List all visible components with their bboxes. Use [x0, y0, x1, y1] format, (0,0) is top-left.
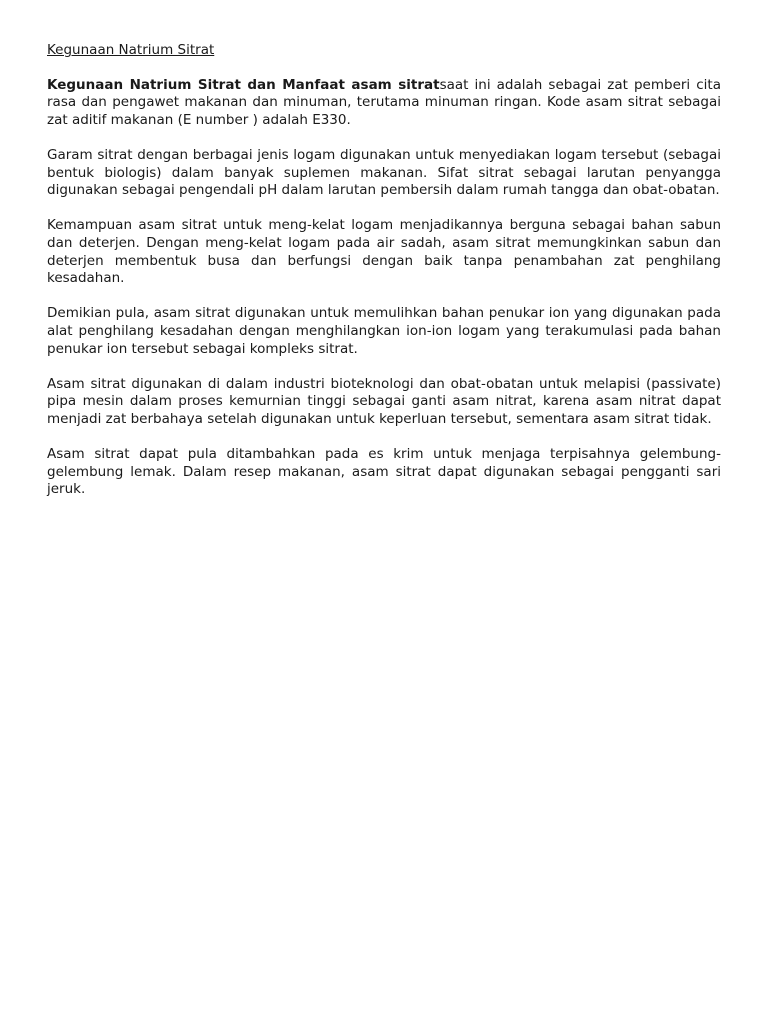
paragraph-kemampuan: Kemampuan asam sitrat untuk meng-kelat logam menjadikannya berguna sebagai bahan sabun dan deterjen. Dengan meng-kelat logam pada air sadah, asam sitrat memungkinkan sabun dan deterjen membentuk busa dan berfungsi dengan baik tanpa penambahan zat penghilang kesadahan. [47, 217, 721, 287]
intro-paragraph [47, 77, 721, 130]
intro-text: saat ini adalah sebagai zat pemberi cita rasa dan pengawet makanan dan minuman, terutama minuman ringan. Kode asam sitrat sebagai zat aditif makanan (E number ) adalah E330. [47, 76, 721, 128]
paragraph-demikian-pula: Demikian pula, asam sitrat digunakan untuk memulihkan bahan penukar ion yang digunakan pada alat penghilang kesadahan dengan menghilangkan ion-ion logam yang terakumulasi pada bahan penukar ion tersebut sebagai kompleks sitrat. [47, 305, 721, 357]
paragraph-es-krim: Asam sitrat dapat pula ditambahkan pada es krim untuk menjaga terpisahnya gelembung-gelembung lemak. Dalam resep makanan, asam sitrat dapat digunakan sebagai pengganti sari jeruk. [47, 446, 721, 498]
paragraph-industri-bioteknologi: Asam sitrat digunakan di dalam industri bioteknologi dan obat-obatan untuk melapisi (passivate) pipa mesin dalam proses kemurnian tinggi sebagai ganti asam nitrat, karena asam nitrat dapat menjadi zat berbahaya setelah digunakan untuk keperluan tersebut, sementara asam sitrat tidak. [47, 375, 721, 427]
paragraph-garam-sitrat: Garam sitrat dengan berbagai jenis logam digunakan untuk menyediakan logam tersebut (sebagai bentuk biologis) dalam banyak suplemen makanan. Sifat sitrat sebagai larutan penyangga digunakan sebagai pengendali pH dalam larutan pembersih dalam rumah tangga dan obat-obatan. [47, 146, 721, 199]
document-title: Kegunaan Natrium Sitrat [47, 42, 215, 58]
intro-bold-lead: Kegunaan Natrium Sitrat dan Manfaat asam sitrat [47, 76, 440, 93]
document-page [47, 42, 721, 516]
